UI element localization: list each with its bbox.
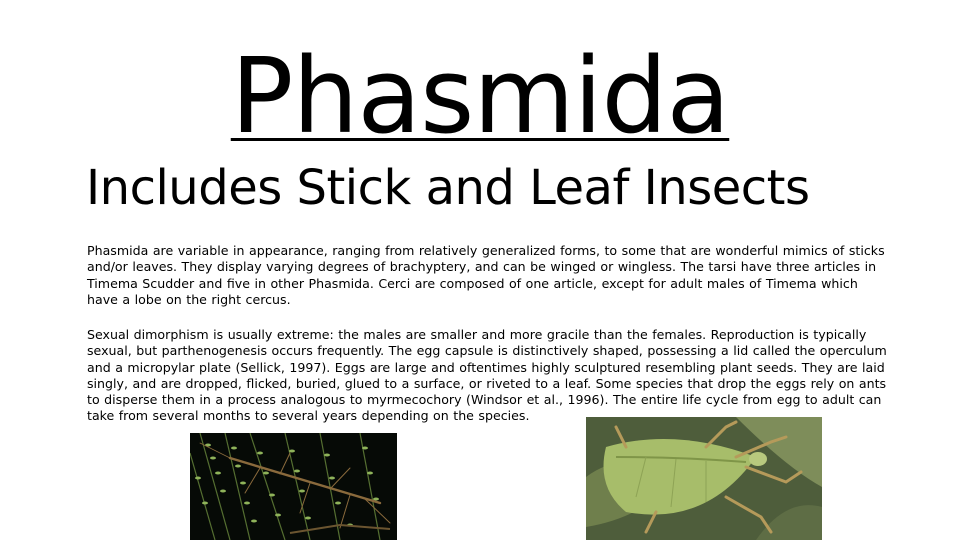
body-paragraph-2: Sexual dimorphism is usually extreme: the males are smaller and more gracile than the females. Reproduction is typically sexual, but parthenogenesis occurs frequently. The egg capsule is distinctively shaped, possessing a lid called the operculum and a micropylar plate (Sellick, 1997). Eggs are large and oftentimes highly sculptured resembling plant seeds. They are laid singly, and are dropped, flicked, buried, glued to a surface, or riveted to a leaf. Some species that drop the eggs rely on ants to disperse them in a process analogous to myrmecochory (Windsor et al., 1996). The entire life cycle from egg to adult can take from several months to several years depending on the species. bbox=[87, 327, 887, 424]
slide-title: Phasmida bbox=[230, 35, 730, 157]
slide-subtitle: Includes Stick and Leaf Insects bbox=[86, 160, 810, 216]
stick-insect-photo bbox=[190, 433, 397, 540]
body-paragraph-1: Phasmida are variable in appearance, ranging from relatively generalized forms, to some that are wonderful mimics of sticks and/or leaves. They display varying degrees of brachyptery, and can be winged or wingless. The tarsi have three articles in Timema Scudder and five in other Phasmida. Cerci are composed of one article, except for adult males of Timema which have a lobe on the right cercus. bbox=[87, 243, 885, 307]
leaf-insect-photo bbox=[586, 417, 822, 540]
